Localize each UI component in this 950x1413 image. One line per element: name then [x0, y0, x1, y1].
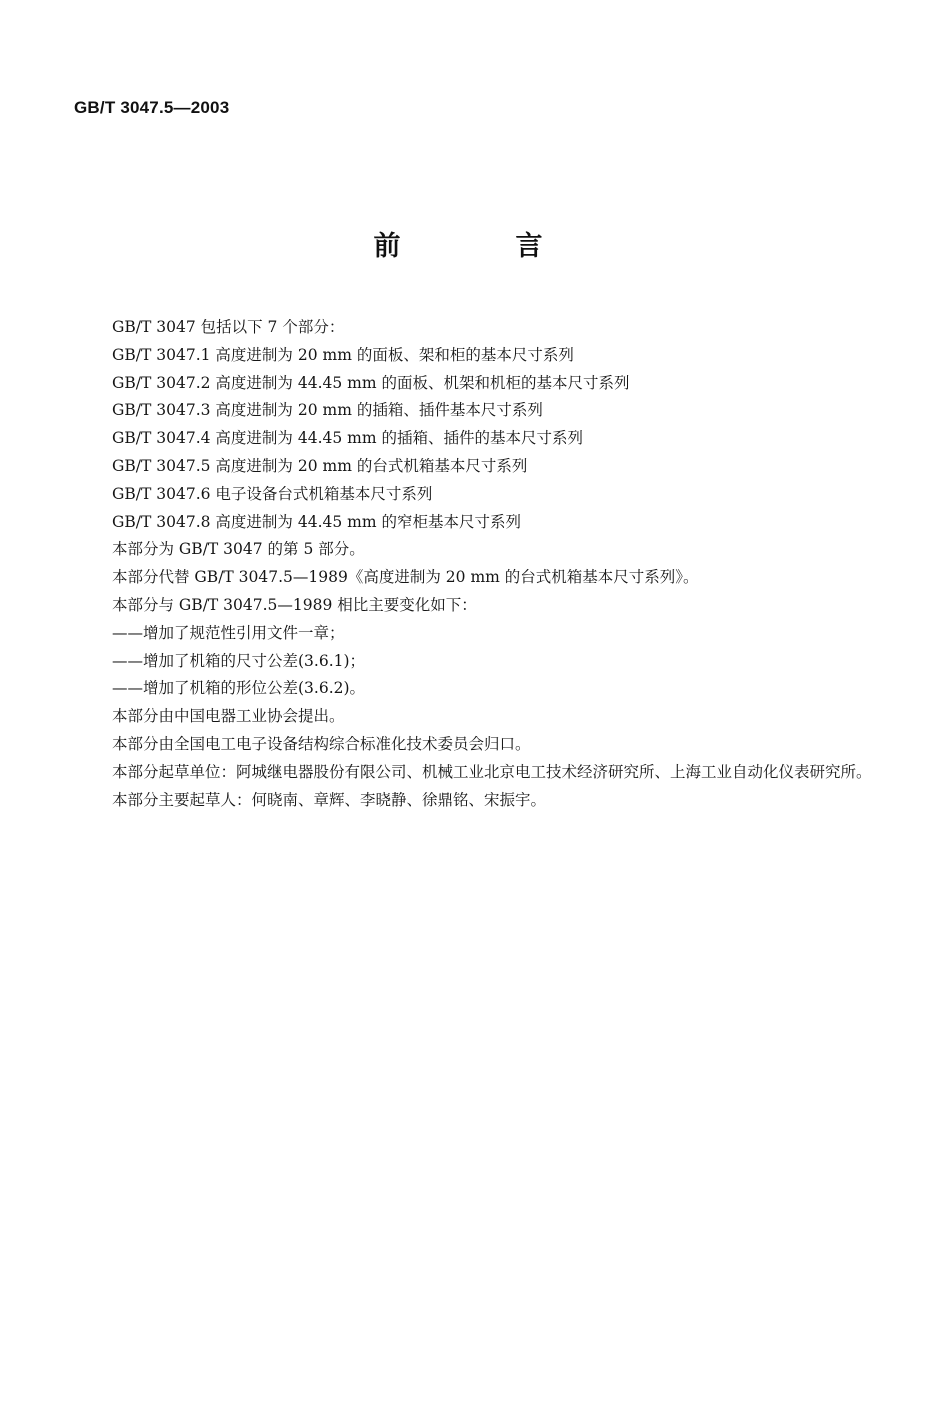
- paragraph-part-number: 本部分为 GB/T 3047 的第 5 部分。: [112, 540, 365, 559]
- list-item-part-2: GB/T 3047.2 高度进制为 44.45 mm 的面板、机架和机柜的基本尺寸系列: [112, 373, 630, 392]
- list-item-change-2: ——增加了机箱的尺寸公差(3.6.1)；: [112, 651, 366, 670]
- preface-body: [80, 314, 886, 814]
- list-item-change-3: ——增加了机箱的形位公差(3.6.2)。: [112, 679, 366, 698]
- list-item-part-1: GB/T 3047.1 高度进制为 20 mm 的面板、架和柜的基本尺寸系列: [112, 345, 574, 364]
- paragraph-changes-intro: 本部分与 GB/T 3047.5—1989 相比主要变化如下：: [112, 595, 477, 614]
- paragraph-replaces: 本部分代替 GB/T 3047.5—1989《高度进制为 20 mm 的台式机箱基本尺寸系列》。: [112, 568, 699, 587]
- list-item-part-3: GB/T 3047.3 高度进制为 20 mm 的插箱、插件基本尺寸系列: [112, 401, 543, 420]
- paragraph-parts-intro: GB/T 3047 包括以下 7 个部分：: [112, 318, 345, 336]
- standard-code-header: GB/T 3047.5—2003: [74, 98, 230, 117]
- page-title: 前 言: [373, 231, 587, 262]
- paragraph-main-drafters: 本部分主要起草人：何晓南、章辉、李晓静、徐鼎铭、宋振宇。: [112, 790, 547, 809]
- paragraph-drafting-units: 本部分起草单位：阿城继电器股份有限公司、机械工业北京电工技术经济研究所、上海工业自动化仪表研究所。: [112, 762, 872, 781]
- paragraph-proposed-by: 本部分由中国电器工业协会提出。: [112, 707, 345, 726]
- list-item-part-6: GB/T 3047.6 电子设备台式机箱基本尺寸系列: [112, 484, 433, 503]
- list-item-change-1: ——增加了规范性引用文件一章；: [112, 623, 345, 642]
- list-item-part-8: GB/T 3047.8 高度进制为 44.45 mm 的窄柜基本尺寸系列: [112, 512, 521, 531]
- list-item-part-5: GB/T 3047.5 高度进制为 20 mm 的台式机箱基本尺寸系列: [112, 456, 528, 475]
- paragraph-centralized-by: 本部分由全国电工电子设备结构综合标准化技术委员会归口。: [112, 734, 531, 753]
- list-item-part-4: GB/T 3047.4 高度进制为 44.45 mm 的插箱、插件的基本尺寸系列: [112, 429, 583, 448]
